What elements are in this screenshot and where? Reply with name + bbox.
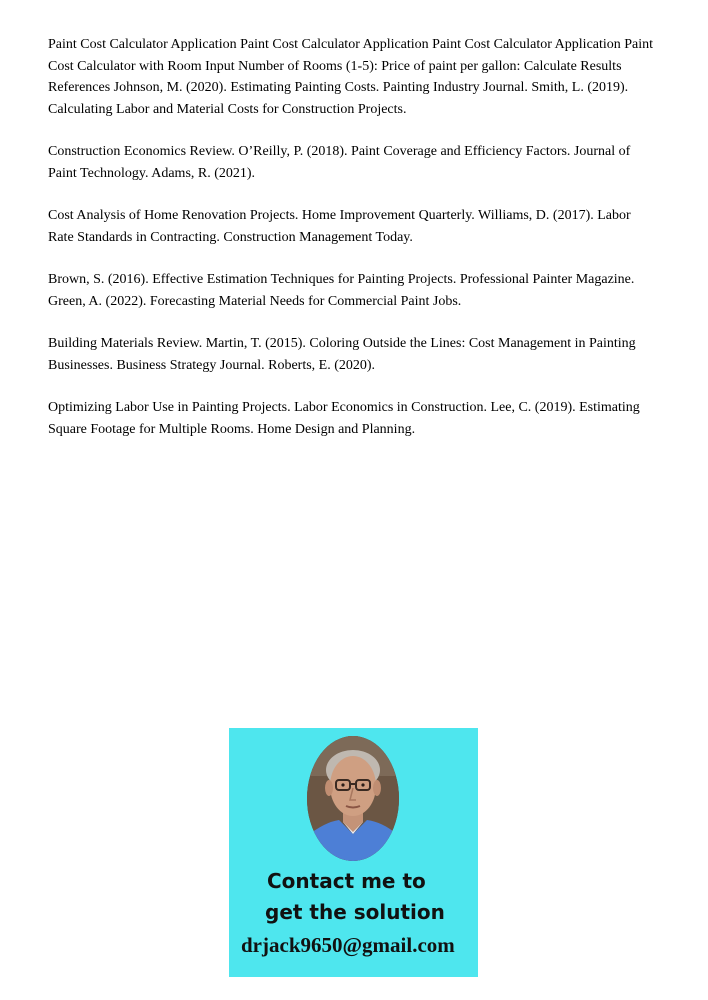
paragraph-1: Paint Cost Calculator Application Paint Cost Calculator Application Paint Cost Calculator Application Paint Cost Calculator with Room Input Number of Rooms (1-5): Price of paint per gallon: Calculate Results References Johnson, M. (2020). Estimating Painting Costs. Painting Industry Journal. Smith, L. (2019). Calculating Labor and Material Costs for Construction Projects. [48, 37, 654, 117]
contact-promo-banner[interactable] [229, 728, 478, 977]
promo-headline-line1: Contact me to [267, 869, 426, 893]
paragraph-4: Brown, S. (2016). Effective Estimation Techniques for Painting Projects. Professional Painter Magazine. Green, A. (2022). Forecasting Material Needs for Commercial Paint Jobs. [48, 272, 635, 309]
paragraph-6: Optimizing Labor Use in Painting Projects. Labor Economics in Construction. Lee, C. (2019). Estimating Square Footage for Multiple Rooms. Home Design and Planning. [48, 400, 640, 437]
person-portrait-icon [307, 736, 399, 861]
contact-email-link[interactable]: drjack9650@gmail.com [241, 933, 455, 957]
paragraph-3: Cost Analysis of Home Renovation Projects. Home Improvement Quarterly. Williams, D. (2017). Labor Rate Standards in Contracting. Construction Management Today. [48, 208, 631, 245]
document-body [48, 34, 656, 461]
promo-headline-line2: get the solution [265, 900, 445, 924]
paragraph-5: Building Materials Review. Martin, T. (2015). Coloring Outside the Lines: Cost Management in Painting Businesses. Business Strategy Journal. Roberts, E. (2020). [48, 336, 636, 373]
paragraph-2: Construction Economics Review. O’Reilly, P. (2018). Paint Coverage and Efficiency Factors. Journal of Paint Technology. Adams, R. (2021). [48, 144, 631, 181]
